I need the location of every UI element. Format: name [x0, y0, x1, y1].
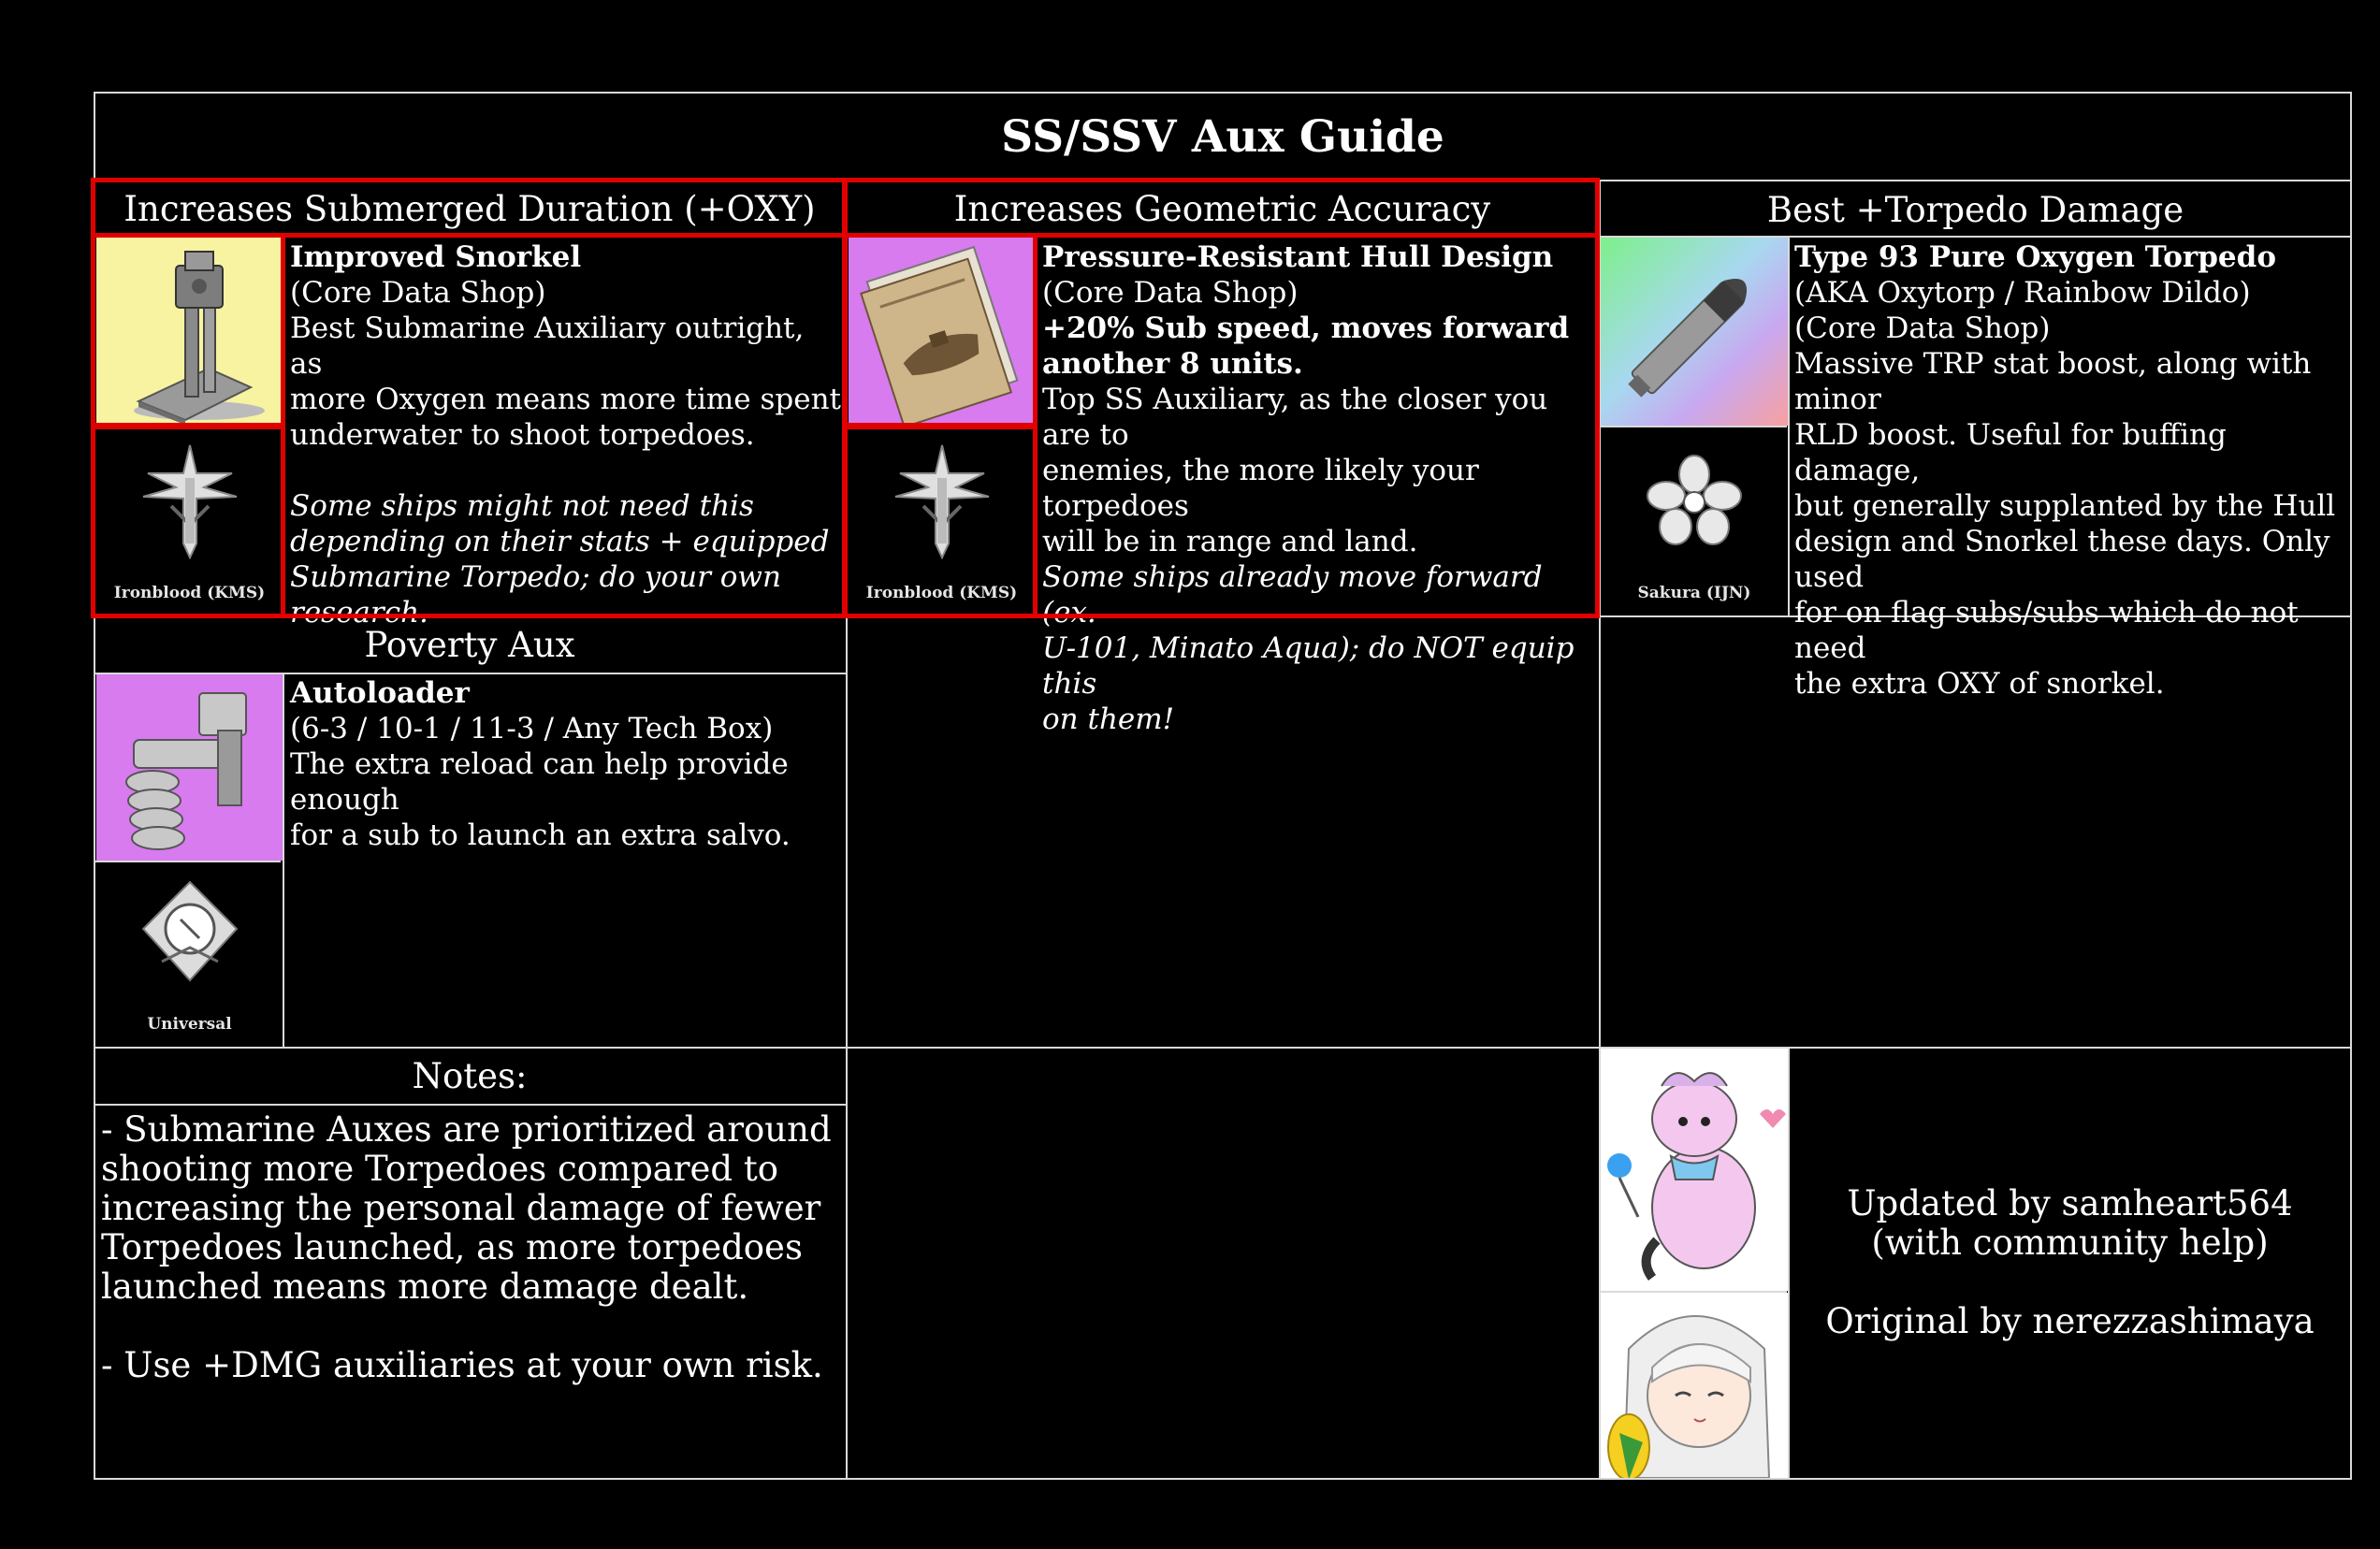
column-header-torpedo-damage: Best +Torpedo Damage — [1766, 189, 2184, 230]
autoloader-description: Autoloader (6-3 / 10-1 / 11-3 / Any Tech Box) The extra reload can help provide enough for a sub to launch an extra salvo. — [290, 675, 842, 853]
highlight-box-hull-faction — [843, 423, 1038, 618]
column-header-oxy: Increases Submerged Duration (+OXY) — [123, 188, 816, 229]
original-by-text: Original by nerezzashimaya — [1825, 1301, 2315, 1341]
snorkel-description: Improved Snorkel (Core Data Shop) Best Submarine Auxiliary outright, as more Oxygen means more time spent underwater to shoot torpedoes. Some ships might not need this depending on their stats + equipped Submarine Torpedo; do your own research. — [290, 240, 842, 630]
autoloader-icon — [96, 674, 283, 861]
item-name: Pressure-Resistant Hull Design — [1042, 240, 1554, 274]
highlight-box-snorkel-faction — [91, 423, 285, 618]
highlight-box-hull-image — [843, 233, 1038, 429]
faction-emblem-universal: Universal — [96, 862, 283, 1047]
page-title: SS/SSV Aux Guide — [1001, 110, 1444, 163]
mascot-avatar-girl — [1601, 1293, 1788, 1478]
highlight-box-snorkel-header — [91, 178, 847, 238]
poverty-header: Poverty Aux — [364, 625, 575, 665]
mascot-avatar-pink — [1601, 1049, 1788, 1291]
community-help-text: (with community help) — [1871, 1223, 2269, 1263]
credits-block — [1790, 1184, 2350, 1341]
faction-emblem-ijn: Sakura (IJN) — [1601, 427, 1788, 615]
highlight-box-snorkel-image — [91, 233, 285, 429]
hull-design-description: Pressure-Resistant Hull Design (Core Data Shop) +20% Sub speed, moves forward another 8 units. Top SS Auxiliary, as the closer you are to enemies, the more likely your torpedoes will be in range and land. Some ships already move forward (ex. U-101, Minato Aqua); do NOT equip this on them! — [1042, 239, 1596, 737]
item-source: (6-3 / 10-1 / 11-3 / Any Tech Box) — [290, 712, 774, 746]
item-name: Autoloader — [290, 676, 470, 710]
item-name: Improved Snorkel — [290, 240, 582, 274]
faction-emblem-kms: Ironblood (KMS) — [96, 427, 283, 615]
torpedo-icon — [1601, 238, 1788, 426]
column-header-accuracy: Increases Geometric Accuracy — [953, 188, 1491, 229]
faction-emblem-kms: Ironblood (KMS) — [849, 427, 1035, 615]
updated-by-text: Updated by samheart564 — [1847, 1183, 2293, 1223]
highlight-box-hull-header — [843, 178, 1600, 238]
notes-header: Notes: — [412, 1056, 528, 1096]
item-source: (Core Data Shop) — [1042, 276, 1299, 310]
item-source: (Core Data Shop) — [290, 276, 546, 310]
torpedo-description: Type 93 Pure Oxygen Torpedo (AKA Oxytorp / Rainbow Dildo) (Core Data Shop) Massive TRP stat boost, along with minor RLD boost. Useful for buffing damage, but generally supplanted by the Hull design and Snorkel these days. Only used for on flag subs/subs which do not need the extra OXY of snorkel. — [1794, 239, 2350, 702]
item-name: Type 93 Pure Oxygen Torpedo — [1794, 240, 2276, 274]
notes-body: - Submarine Auxes are prioritized around shooting more Torpedoes compared to increasing the personal damage of fewer Torpedoes launched, as more torpedoes launched means more damage dealt. - Use +DMG auxiliaries at your own risk. — [101, 1109, 832, 1385]
